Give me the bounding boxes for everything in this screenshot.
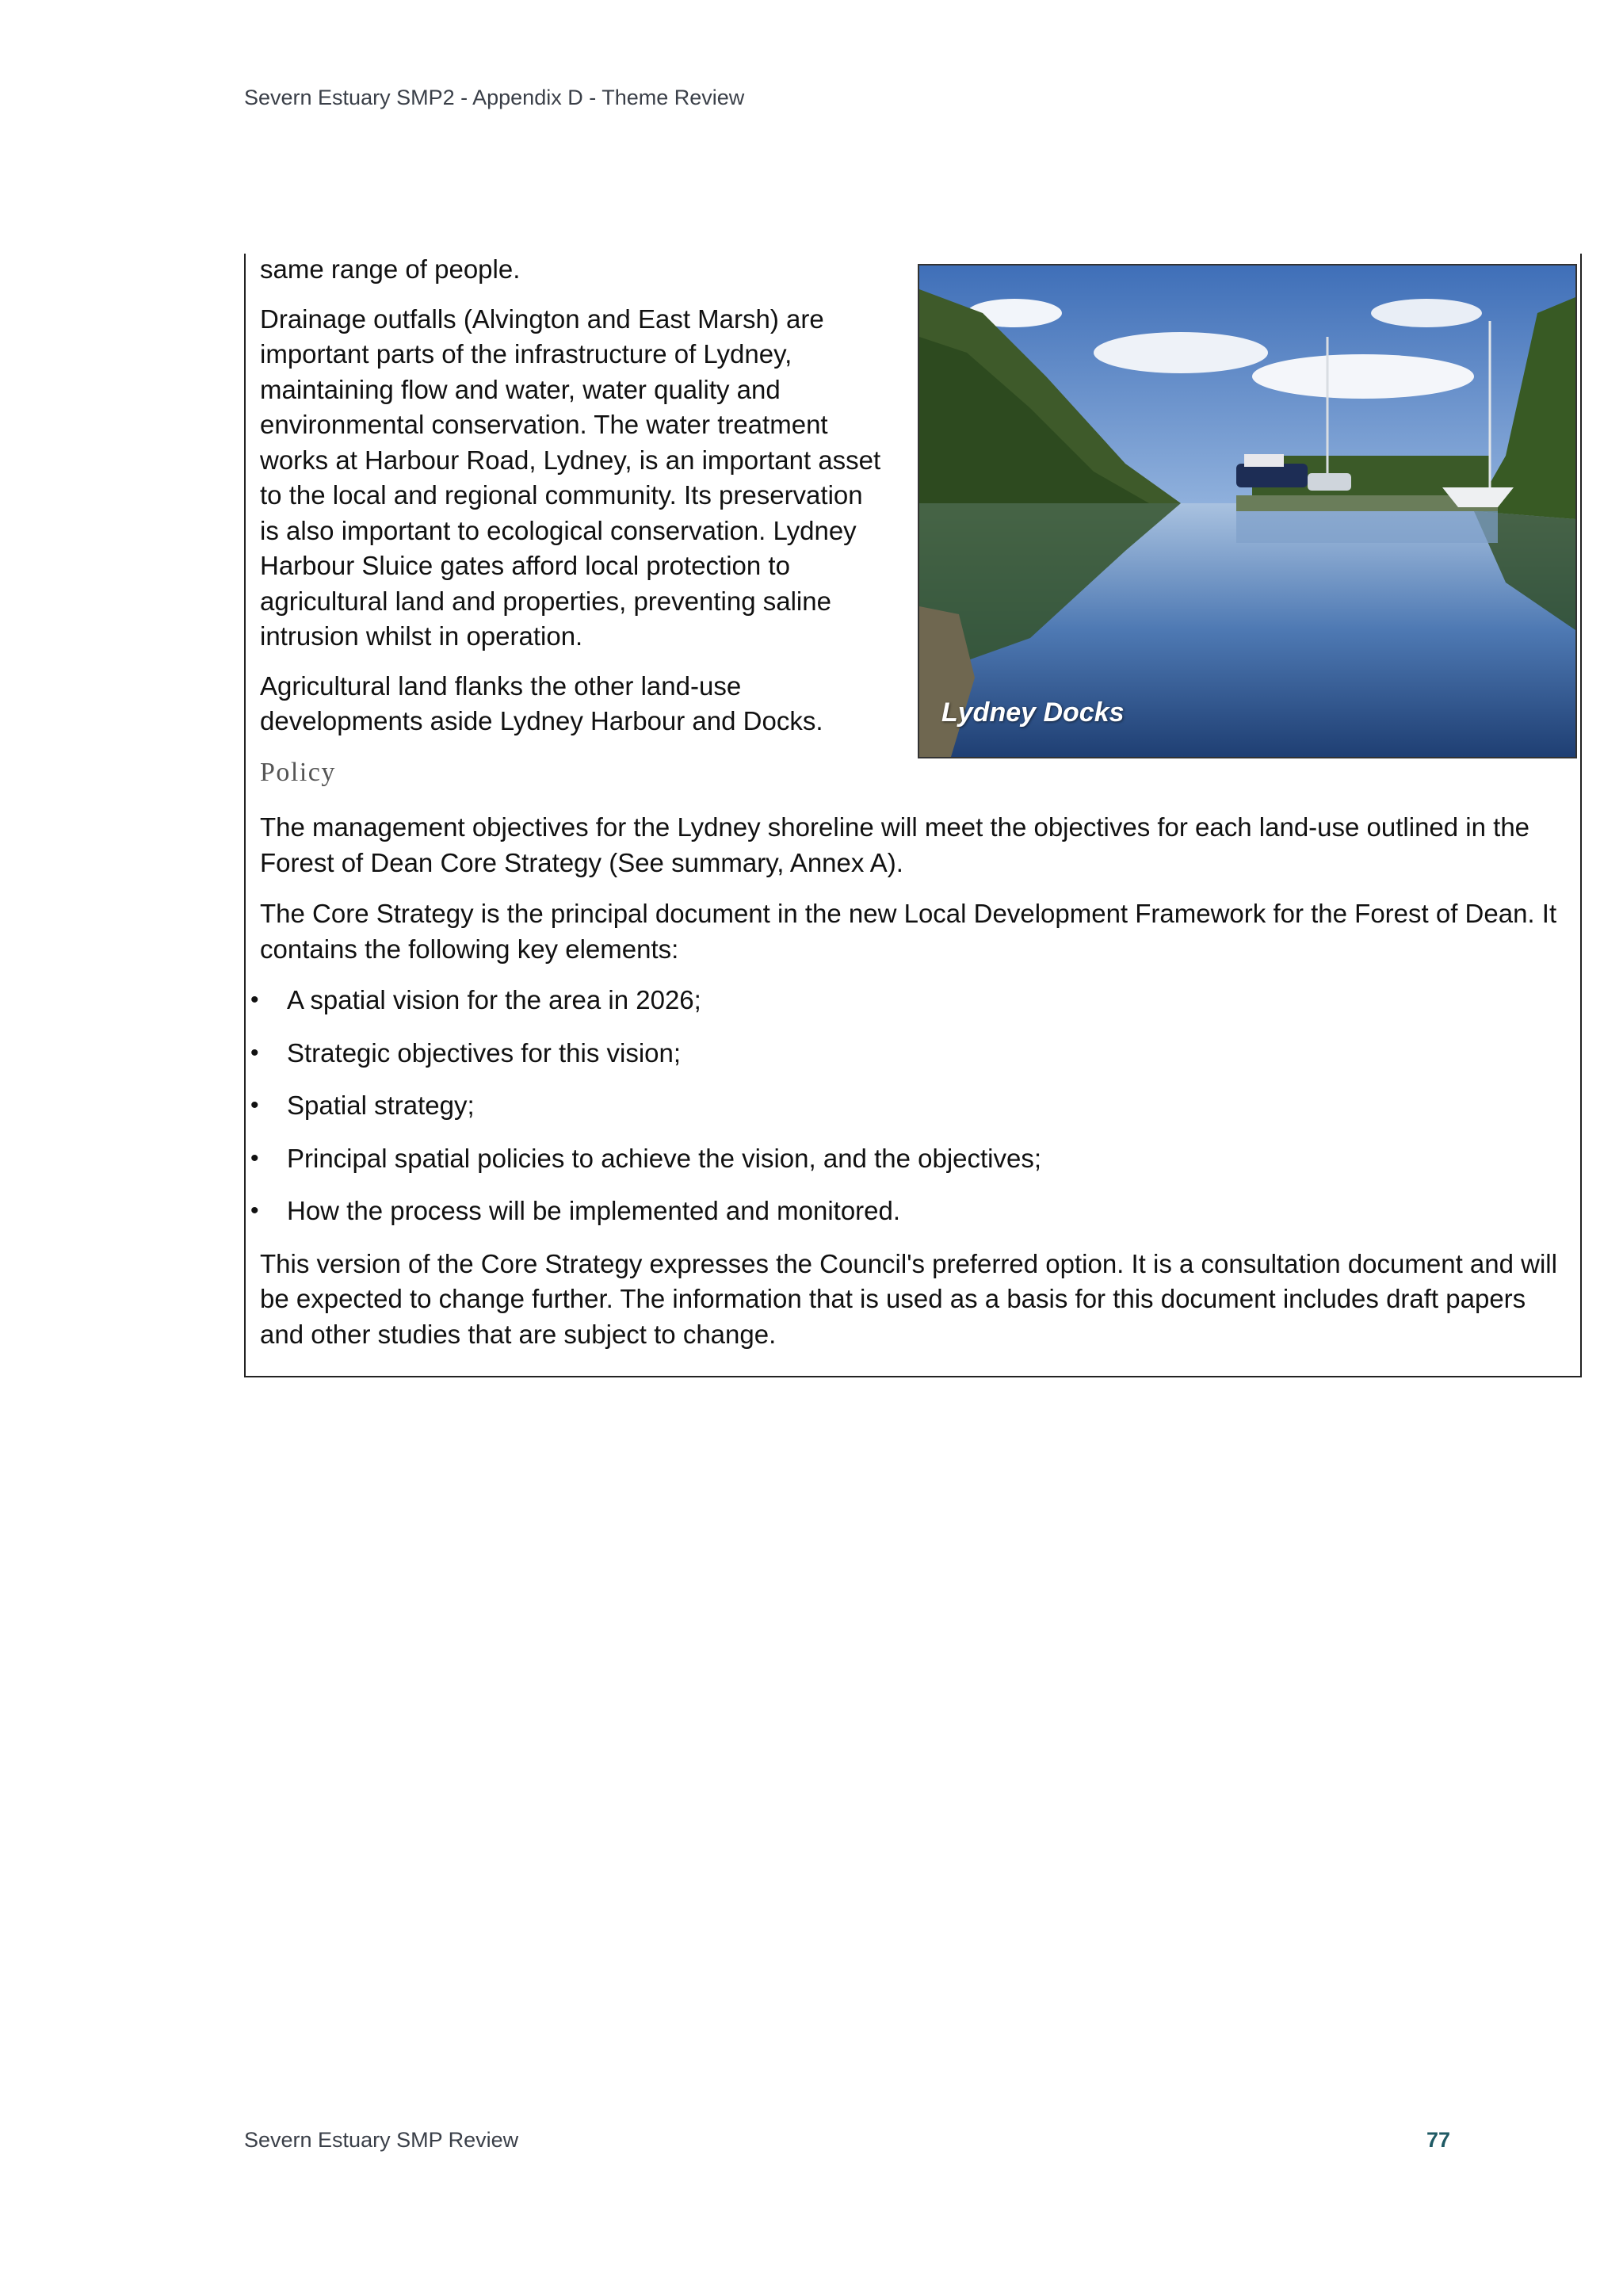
bullet-icon: • — [250, 987, 259, 1013]
policy-paragraph-2: The Core Strategy is the principal document in the new Local Development Framework for the Forest of Dean. It contains the following key elements: — [260, 899, 1557, 964]
bullet-icon: • — [250, 1092, 259, 1118]
policy-paragraph-1: The management objectives for the Lydney shoreline will meet the objectives for each land-use outlined in the Forest of Dean Core Strategy (See summary, Annex A). — [260, 812, 1530, 877]
list-item — [247, 1088, 1568, 1124]
intro-paragraph-2: Drainage outfalls (Alvington and East Marsh) are important parts of the infrastructure of Lydney, maintaining flow and water, water quality and environmental conservation. The water treatment works at Harbour Road, Lydney, is an important asset to the local and regional community. Its preservation is also important to ecological conservation. Lydney Harbour Sluice gates afford local protection to agricultural land and properties, preventing saline intrusion whilst in operation. — [260, 304, 881, 651]
list-item-text: Principal spatial policies to achieve the vision, and the objectives; — [287, 1143, 1042, 1173]
photo-caption: Lydney Docks — [941, 697, 1125, 728]
page-number: 77 — [1426, 2128, 1451, 2152]
list-item-text: How the process will be implemented and monitored. — [287, 1196, 901, 1225]
policy-heading: Policy — [260, 758, 336, 787]
footer-title: Severn Estuary SMP Review — [244, 2128, 519, 2152]
intro-paragraph-1: same range of people. — [260, 254, 521, 284]
policy-body — [250, 810, 1568, 1368]
list-item-text: A spatial vision for the area in 2026; — [287, 985, 701, 1014]
intro-paragraph-3: Agricultural land flanks the other land-use developments aside Lydney Harbour and Docks. — [260, 670, 823, 735]
photo-illustration — [919, 266, 1575, 757]
key-elements-list — [250, 983, 1568, 1229]
list-item-text: Spatial strategy; — [287, 1091, 475, 1120]
list-item — [247, 1036, 1568, 1072]
intro-text — [260, 252, 886, 754]
running-header: Severn Estuary SMP2 - Appendix D - Theme Review — [244, 86, 745, 109]
policy-paragraph-3: This version of the Core Strategy expresses the Council's preferred option. It is a consultation document and will be expected to change further. The information that is used as a basis for this document includes draft papers and other studies that are subject to change. — [260, 1248, 1557, 1349]
bullet-icon: • — [250, 1039, 259, 1066]
list-item — [247, 1141, 1568, 1177]
lydney-docks-photo — [918, 264, 1577, 758]
bullet-icon: • — [250, 1144, 259, 1171]
list-item — [247, 1194, 1568, 1229]
list-item-text: Strategic objectives for this vision; — [287, 1037, 682, 1068]
bullet-icon: • — [250, 1198, 259, 1224]
list-item — [247, 983, 1568, 1018]
